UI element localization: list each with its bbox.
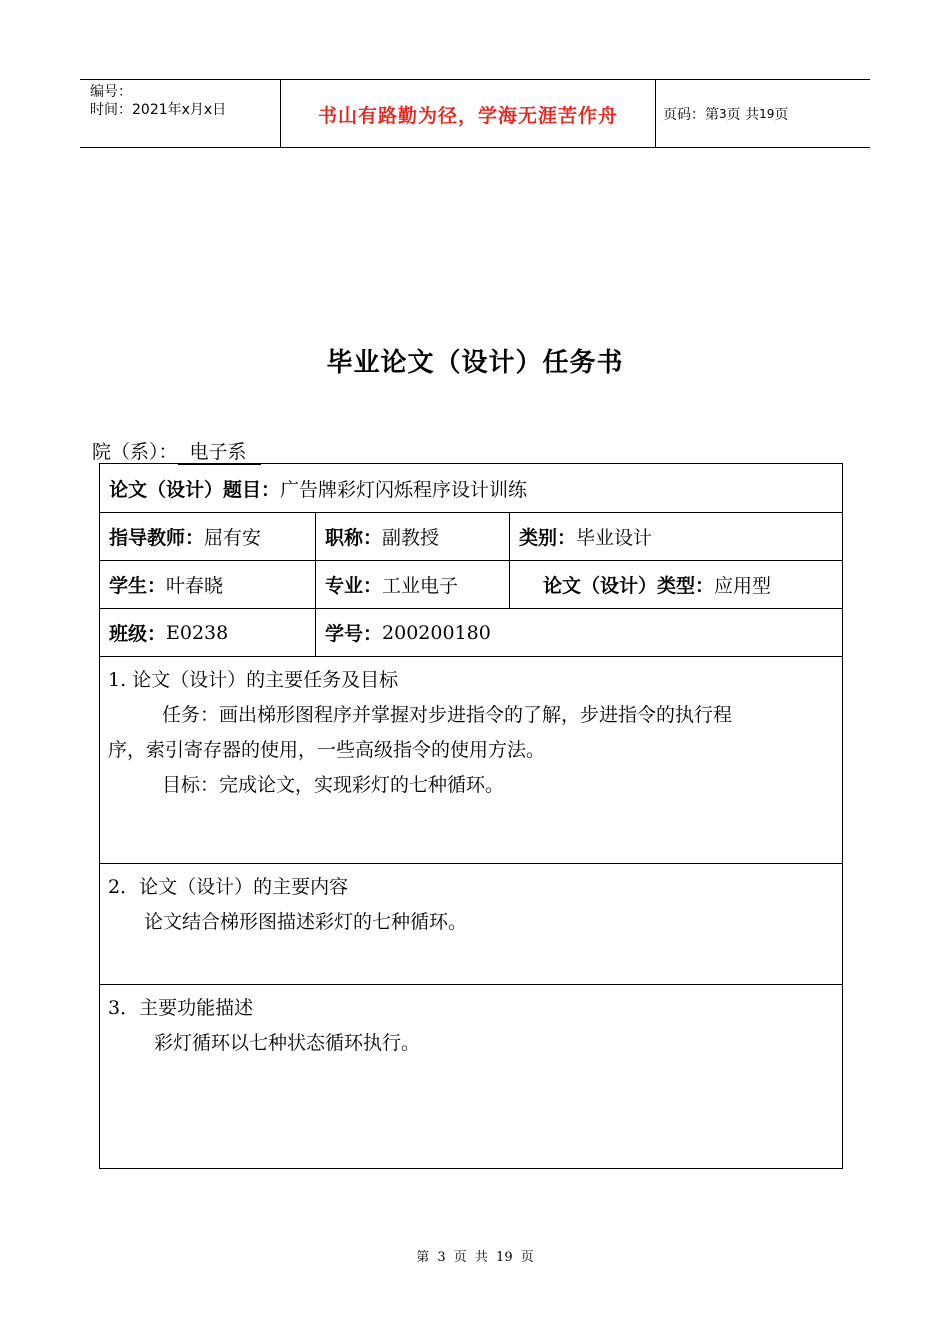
page-footer: 第 3 页 共 19 页	[416, 1250, 534, 1265]
student-id-value: 200200180	[382, 621, 491, 644]
section1-task-line1: 任务：画出梯形图程序并掌握对步进指令的了解，步进指令的执行程	[162, 704, 733, 726]
category-label: 类别：	[519, 527, 577, 549]
thesis-type-value: 应用型	[714, 575, 772, 597]
class-value: E0238	[166, 621, 229, 644]
document-time: 时间：2021年x月x日	[90, 102, 227, 118]
section1-heading: 1. 论文（设计）的主要任务及目标	[108, 669, 399, 691]
section1-goal: 目标：完成论文，实现彩灯的七种循环。	[162, 774, 505, 796]
topic-value: 广告牌彩灯闪烁程序设计训练	[280, 478, 528, 501]
category-value: 毕业设计	[576, 527, 653, 549]
student-row	[100, 561, 842, 609]
rank-cell	[315, 513, 509, 560]
page-mid: 页 共	[726, 107, 760, 123]
major-value: 工业电子	[382, 575, 459, 597]
section1-task-line2: 序，索引寄存器的使用，一些高级指令的使用方法。	[108, 739, 546, 761]
topic-label: 论文（设计）题目：	[109, 478, 281, 501]
header-meta	[90, 83, 226, 119]
page-current: 3	[719, 107, 727, 121]
category-cell	[509, 513, 842, 560]
page-total: 19	[759, 107, 775, 121]
class-label: 班级：	[109, 623, 167, 645]
header-motto: 书山有路勤为径，学海无涯苦作舟	[317, 104, 618, 127]
page-suffix: 页	[774, 107, 789, 123]
section2-body: 论文结合梯形图描述彩灯的七种循环。	[144, 911, 468, 933]
section3-body: 彩灯循环以七种状态循环执行。	[154, 1032, 421, 1054]
department-label: 院（系）：	[92, 441, 178, 463]
document-title: 毕业论文（设计）任务书	[326, 348, 624, 378]
student-value: 叶春晓	[166, 575, 224, 597]
advisor-cell	[100, 513, 315, 560]
advisor-label: 指导教师：	[109, 527, 205, 549]
section-tasks-goals	[100, 657, 842, 864]
major-cell	[315, 561, 509, 608]
task-form	[99, 463, 843, 1169]
topic-row	[100, 464, 842, 513]
class-row	[100, 609, 842, 657]
header-divider	[655, 80, 656, 147]
document-number-label: 编号：	[90, 84, 132, 100]
page-header	[80, 79, 870, 148]
header-page-info	[663, 80, 788, 148]
section2-heading: 2．论文（设计）的主要内容	[108, 876, 349, 898]
thesis-type-label: 论文（设计）类型：	[543, 575, 715, 597]
major-label: 专业：	[325, 575, 383, 597]
section-function-description	[100, 985, 842, 1169]
topic-cell	[109, 464, 527, 512]
section3-heading: 3．主要功能描述	[108, 997, 254, 1019]
student-id-cell	[315, 609, 842, 656]
department-value: 电子系	[178, 437, 261, 465]
page-prefix: 页码：第	[663, 107, 719, 123]
department-line	[92, 437, 261, 465]
section-main-content	[100, 864, 842, 985]
thesis-type-cell	[509, 561, 842, 608]
student-id-label: 学号：	[325, 623, 383, 645]
student-label: 学生：	[109, 575, 167, 597]
student-cell	[100, 561, 315, 608]
rank-value: 副教授	[382, 527, 440, 549]
class-cell	[100, 609, 315, 656]
rank-label: 职称：	[325, 527, 383, 549]
advisor-row	[100, 513, 842, 561]
advisor-value: 屈有安	[204, 527, 262, 549]
